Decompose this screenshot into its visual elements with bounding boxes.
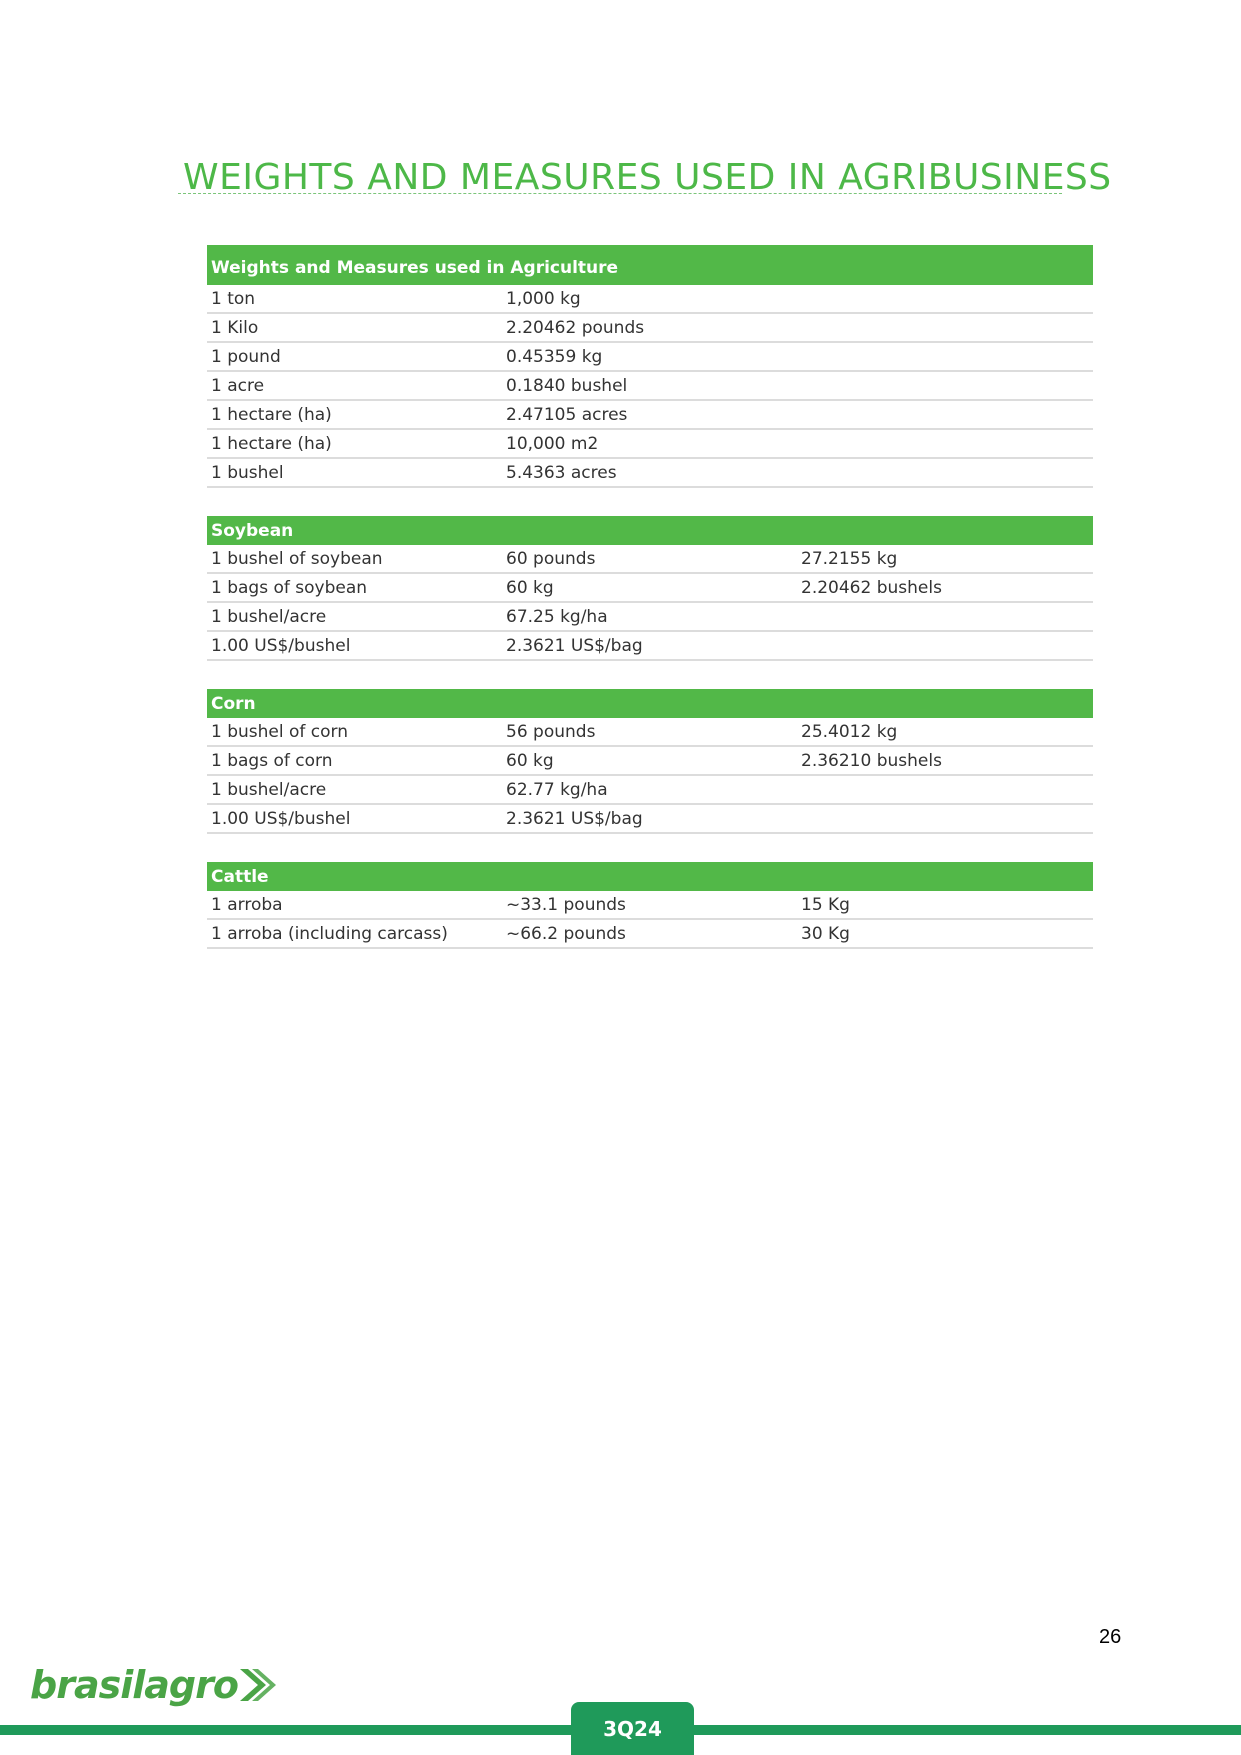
section-header: Corn [207,689,1093,718]
table-cell: ~33.1 pounds [506,894,626,915]
title-divider [178,193,1062,194]
table-cell: 2.20462 pounds [506,317,645,338]
table-row [207,401,1093,430]
table-cell: ~66.2 pounds [506,923,626,944]
table-cell: 1 ton [211,288,256,309]
table-cell: 1,000 kg [506,288,581,309]
table-cell: 1.00 US$/bushel [211,808,351,829]
table-cell: 2.36210 bushels [801,750,942,771]
table-cell: 25.4012 kg [801,721,898,742]
table-cell: 1 bushel of soybean [211,548,383,569]
table-cell: 62.77 kg/ha [506,779,608,800]
brasilagro-logo [30,1660,276,1710]
table-cell: 1 bags of soybean [211,577,368,598]
table-cell: 15 Kg [801,894,850,915]
section-agriculture [207,245,1093,488]
table-cell: 0.1840 bushel [506,375,628,396]
table-cell: 30 Kg [801,923,850,944]
table-row [207,891,1093,920]
table-row [207,805,1093,834]
page-title: WEIGHTS AND MEASURES USED IN AGRIBUSINESS [183,157,1112,199]
table-cell: 60 kg [506,750,554,771]
table-cell: 1 hectare (ha) [211,433,332,454]
table-cell: 1 bushel [211,462,284,483]
table-row [207,747,1093,776]
table-cell: 1.00 US$/bushel [211,635,351,656]
table-row [207,430,1093,459]
measures-tables [207,245,1093,977]
table-cell: 56 pounds [506,721,596,742]
table-row [207,314,1093,343]
section-header: Soybean [207,516,1093,545]
table-cell: 5.4363 acres [506,462,617,483]
section-soybean [207,516,1093,661]
table-cell: 1 bushel of corn [211,721,349,742]
table-cell: 2.20462 bushels [801,577,942,598]
table-row [207,372,1093,401]
table-cell: 2.3621 US$/bag [506,635,643,656]
section-corn [207,689,1093,834]
table-row [207,343,1093,372]
table-cell: 0.45359 kg [506,346,603,367]
section-header: Cattle [207,862,1093,891]
table-cell: 27.2155 kg [801,548,898,569]
table-cell: 2.47105 acres [506,404,628,425]
table-row [207,574,1093,603]
table-row [207,718,1093,747]
logo-wordmark: brasilagro [30,1663,238,1707]
table-cell: 60 kg [506,577,554,598]
table-cell: 1 arroba (including carcass) [211,923,448,944]
table-cell: 1 Kilo [211,317,259,338]
table-cell: 1 arroba [211,894,283,915]
table-cell: 1 bushel/acre [211,606,327,627]
table-row [207,545,1093,574]
table-row [207,285,1093,314]
table-row [207,632,1093,661]
table-cell: 1 acre [211,375,265,396]
table-cell: 1 bags of corn [211,750,333,771]
table-cell: 1 pound [211,346,281,367]
table-cell: 1 hectare (ha) [211,404,332,425]
table-cell: 67.25 kg/ha [506,606,608,627]
page-number: 26 [1099,1626,1122,1648]
table-row [207,459,1093,488]
table-row [207,776,1093,805]
section-header: Weights and Measures used in Agriculture [207,245,1093,285]
table-row [207,920,1093,949]
logo-chevron-icon [236,1665,276,1705]
section-cattle [207,862,1093,949]
period-badge: 3Q24 [571,1702,694,1755]
table-cell: 10,000 m2 [506,433,599,454]
table-row [207,603,1093,632]
table-cell: 2.3621 US$/bag [506,808,643,829]
table-cell: 60 pounds [506,548,596,569]
table-cell: 1 bushel/acre [211,779,327,800]
